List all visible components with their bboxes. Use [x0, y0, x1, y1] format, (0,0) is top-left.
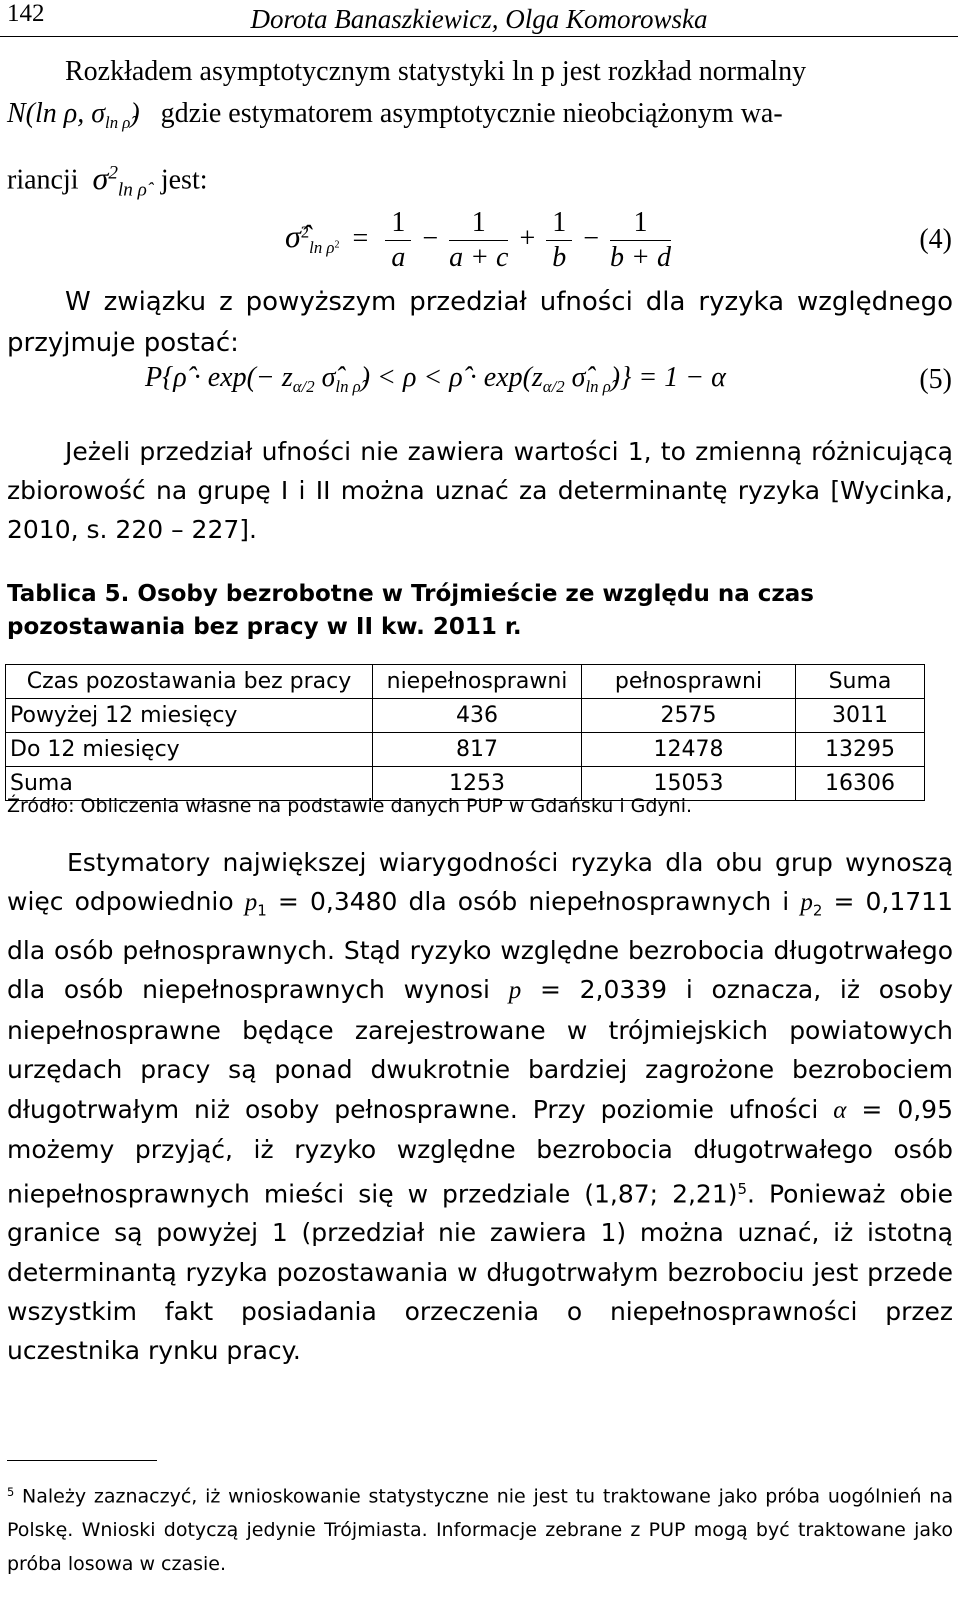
row-label: Suma: [6, 767, 373, 801]
body-paragraph: Estymatory największej wiarygodności ryzyka dla obu grup wynoszą więc odpowiednio $p_1 = 0,3480$ dla osób niepełnosprawnych i $p_2 = 0,1711$ dla osób pełnosprawnych. Stąd ryzyko względne bezrobocia długotrwałego dla osób niepełnosprawnych wynosi p = 2,0339 i oznacza, iż osoby niepełnosprawne będące zarejestrowane w trójmiejskich powiatowych urzędach pracy są ponad dwukrotnie bardziej zagrożone bezrobociem długotrwałym niż osoby pełnosprawne. Przy poziomie ufności α = 0,95 możemy przyjąć, iż ryzyko względne bezrobocia długotrwałego osób niepełnosprawnych mieści się w przedziale (1,87; 2,21)$^5$. Ponieważ obie granice są powyżej 1 (przedział nie zawiera 1) można uznać, iż istotną determinantą ryzyka pozostawania w długotrwałym bezrobociu jest przede wszystkim fakt posiadania orzeczenia o niepełnosprawności przez uczestnika rynku pracy.: [7, 848, 954, 1366]
table-caption: Tablica 5. Osoby bezrobotne w Trójmieście ze względu na czas pozostawania bez pracy w II kw. 2011 r.: [7, 581, 814, 640]
intro-line-3-end: jest:: [160, 164, 208, 196]
cell: 1253: [373, 767, 582, 801]
footnote-text: Należy zaznaczyć, iż wnioskowanie statystyczne nie jest tu traktowane jako próba uogólnień na Polskę. Wnioski dotyczą jedynie Trójmiasta. Informacje zebrane z PUP mogą być traktowane jako próba losowa w czasie.: [7, 1485, 953, 1576]
cell: 817: [373, 733, 582, 767]
data-table: [5, 664, 925, 801]
table-row: [6, 733, 925, 767]
page-header: [0, 0, 958, 37]
equation-5-number: (5): [919, 364, 952, 395]
cell: 16306: [796, 767, 925, 801]
footnote: [7, 1475, 953, 1581]
row-label: Do 12 miesięcy: [6, 733, 373, 767]
footnote-mark: 5: [7, 1485, 15, 1499]
row-label: Powyżej 12 miesięcy: [6, 699, 373, 733]
cell: 2575: [582, 699, 796, 733]
header-nondisabled: pełnosprawni: [582, 665, 796, 699]
footnote-divider: [7, 1460, 157, 1461]
cell: 12478: [582, 733, 796, 767]
cell: 436: [373, 699, 582, 733]
intro-line-2-text: gdzie estymatorem asymptotycznie nieobciążonym wa-: [160, 98, 783, 129]
equation-4-number: (4): [919, 224, 952, 255]
intro-line-2: [7, 94, 953, 143]
table-header-row: [6, 665, 925, 699]
header-sum: Suma: [796, 665, 925, 699]
running-title: Dorota Banaszkiewicz, Olga Komorowska: [250, 4, 708, 34]
cell: 3011: [796, 699, 925, 733]
normal-dist-notation: N(ln ρ, $\sigma_{ln \rhô}$): [7, 98, 140, 132]
footnote-reference[interactable]: 5: [737, 1179, 748, 1198]
page-number: 142: [7, 0, 45, 27]
table-source: Źródło: Obliczenia własne na podstawie danych PUP w Gdańsku i Gdyni.: [7, 795, 693, 817]
intro-line-3: [7, 153, 953, 210]
header-disabled: niepełnosprawni: [373, 665, 582, 699]
table-row: [6, 699, 925, 733]
header-duration: Czas pozostawania bez pracy: [6, 665, 373, 699]
intro-line-3-text: riancji: [7, 164, 79, 196]
equation-5: P{ρ̂ · $\exp(- z_{\alpha/2}$ $\sigmâ_{ln \rhô}) < \rho$ < ρ̂ · $\exp(z_{\alpha/2}$ $\sigmâ_{ln \rhô})\} = 1 - \alpha$: [145, 362, 726, 396]
intro-line-1: Rozkładem asymptotycznym statystyki ln p jest rozkład normalny: [65, 56, 807, 87]
equation-4: σ̂$^2_{ln \rho^2}$ = $\frac{1}{a}$ − $\frac{1}{a + c}$ + $\frac{1}{b}$ − $\frac{1}{b + d}$: [285, 207, 671, 273]
paragraph-2: W związku z powyższym przedział ufności dla ryzyka względnego przyjmuje postać:: [7, 287, 953, 358]
variance-symbol: $\sigma^2_{ln \rhô}$: [92, 159, 147, 201]
cell: 15053: [582, 767, 796, 801]
cell: 13295: [796, 733, 925, 767]
paragraph-3: Jeżeli przedział ufności nie zawiera wartości 1, to zmienną różnicującą zbiorowość na grupę I i II można uznać za determinantę ryzyka [Wycinka, 2010, s. 220 – 227].: [7, 437, 953, 544]
